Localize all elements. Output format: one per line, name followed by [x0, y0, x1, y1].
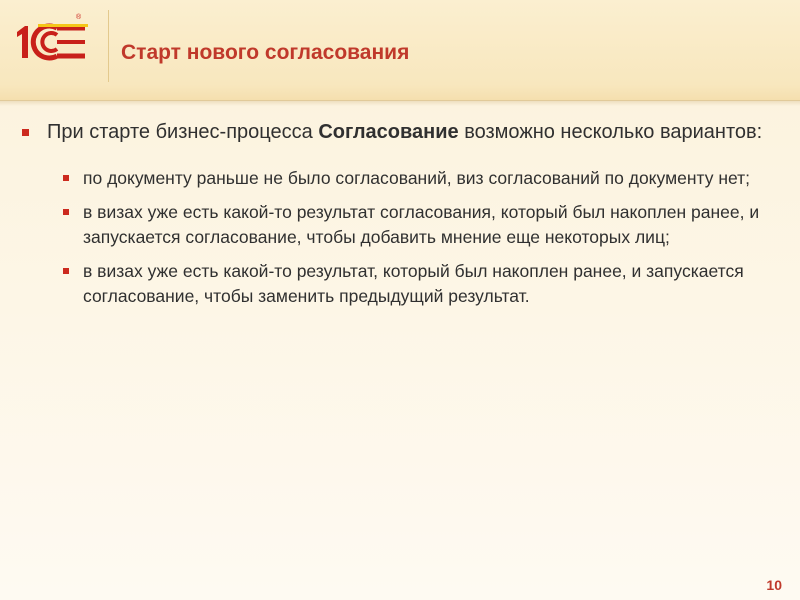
sub-point-text: в визах уже есть какой-то результат согласования, который был накоплен ранее, и запускается согласование, чтобы добавить мнение еще некоторых лиц; — [83, 202, 760, 247]
sub-point-item — [22, 200, 782, 250]
bullet-square-icon — [63, 175, 69, 181]
main-point — [22, 118, 782, 146]
page-number: 10 — [766, 577, 782, 593]
header-shadow — [0, 100, 800, 106]
slide-title: Старт нового согласования — [121, 41, 410, 64]
main-point-prefix: При старте бизнес-процесса — [47, 121, 319, 143]
bullet-square-icon — [22, 129, 29, 136]
bullet-square-icon — [63, 209, 69, 215]
sub-point-item — [22, 166, 782, 191]
slide-header — [0, 0, 800, 101]
sub-point-text: по документу раньше не было согласований, виз согласований по документу нет; — [83, 168, 751, 188]
bullet-square-icon — [63, 268, 69, 274]
sub-point-text: в визах уже есть какой-то результат, который был накоплен ранее, и запускается согласование, чтобы заменить предыдущий результат. — [83, 261, 744, 306]
registered-mark: ® — [76, 14, 82, 21]
logo-1c — [0, 0, 108, 82]
sub-point-item — [22, 259, 782, 309]
logo-1c-icon — [13, 18, 93, 64]
main-point-suffix: возможно несколько вариантов: — [458, 121, 763, 143]
main-point-emphasis: Согласование — [318, 121, 459, 143]
header-divider — [108, 10, 109, 82]
slide-content — [22, 118, 782, 318]
